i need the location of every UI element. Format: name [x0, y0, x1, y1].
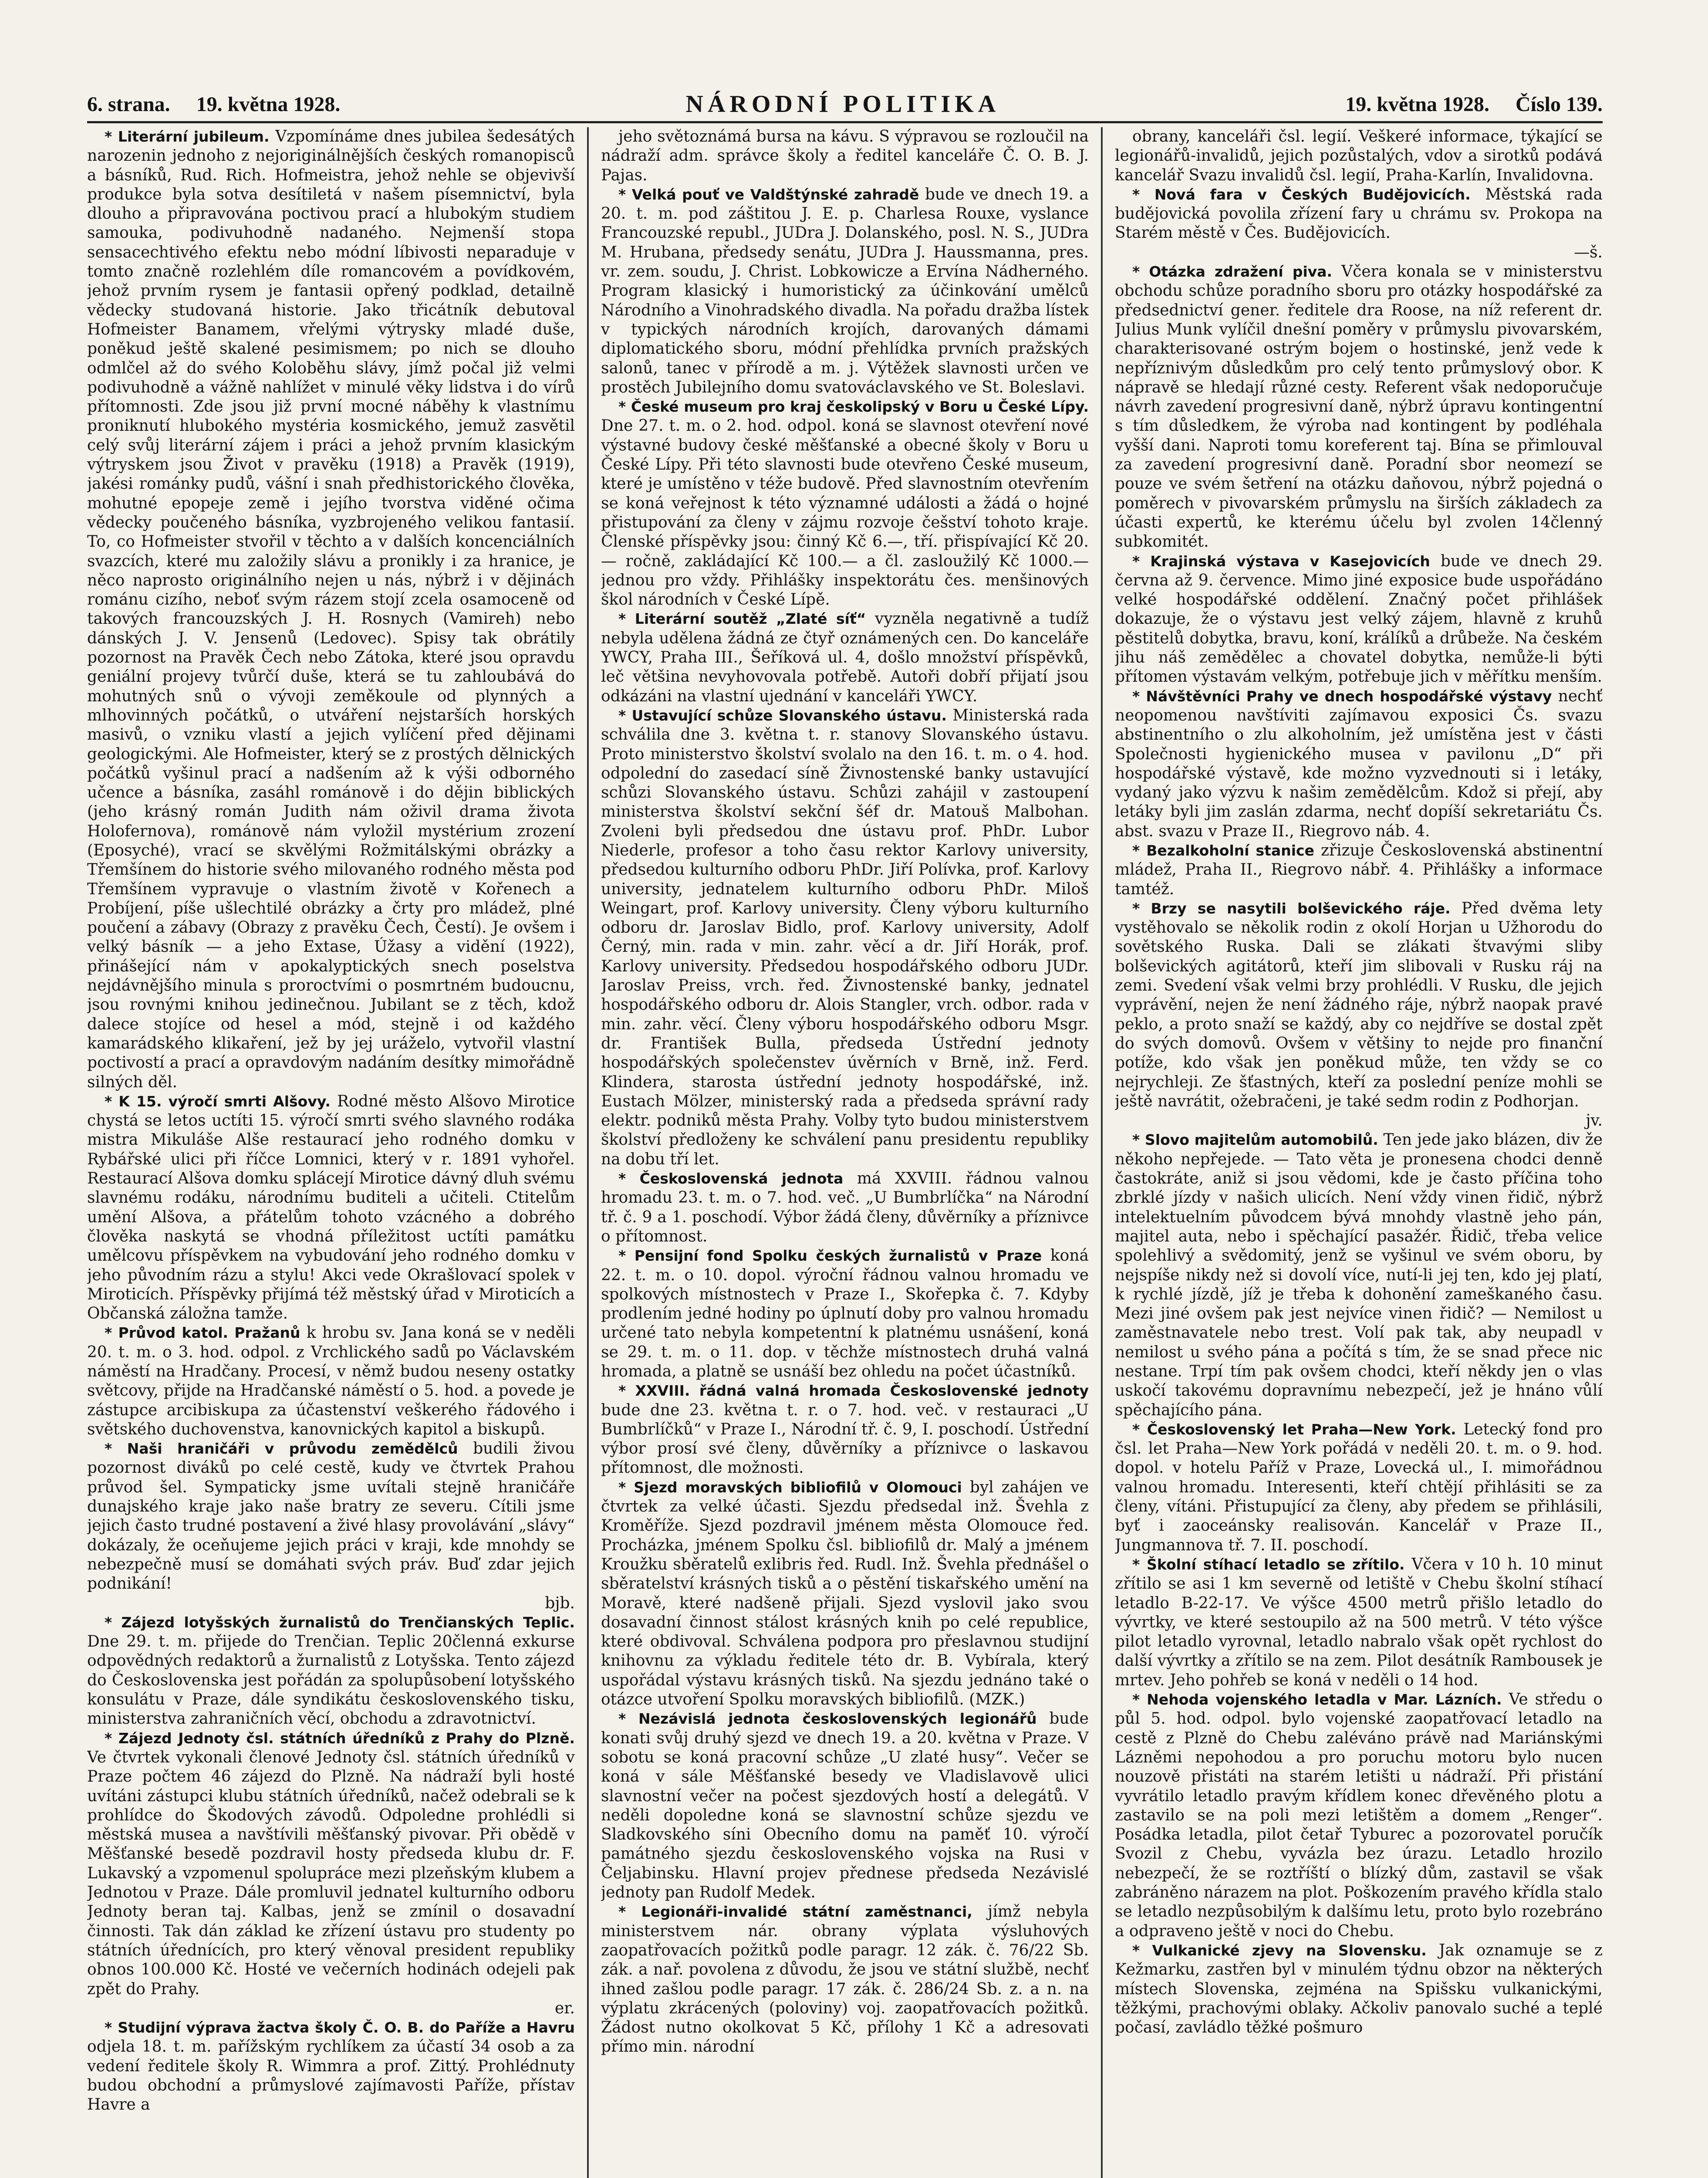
article	[601, 1246, 1089, 1381]
article	[1115, 1690, 1603, 1941]
article-headline: * Nezávislá jednota československých legionářů	[618, 1710, 1050, 1728]
article-signature: —š.	[1574, 243, 1603, 261]
article	[601, 706, 1089, 1169]
column-3	[1115, 127, 1603, 2178]
article-body: Jak oznamuje se z Kežmarku, zastřen byl v minulém týdnu obzor na některých místech Slovenska, zejména na Spišsku vulkanickými, těžkými, prachovými oblaky. Ačkoliv panovalo suché a teplé počasí, zavládlo těžké pošmuro	[1115, 1941, 1603, 2037]
article-body: byl zahájen ve čtvrtek za velké účasti. Sjezdu předsedal inž. Švehla z Kroměříže. Sjezd pozdravil jménem města Olomouce řed. Procházka, jménem Spolku čsl. bibliofilů dr. Malý a jménem Kroužku sběratelů exlibris řed. Rudl. Inž. Švehla přednášel o sběratelství krásných tisků a o pěstění tiskařského umění na Moravě, které nadšeně přijali. Sjezd vyslovil jako svou dosavadní činnost stálost krásných knih po celé republice, které obdivoval. Schválena podpora pro přeslavnou studijní knihovnu za výkladu ředitele této dr. B. Vybírala, který uspořádal výstavu krásných tisků. Na sjezdu jednáno také o otázce utvoření Spolku moravských bibliofilů. (MZK.)	[601, 1478, 1089, 1709]
article-body: má XXVIII. řádnou valnou hromadu 23. t. m. o 7. hod. več. „U Bumbrlíčka“ na Národní tř. č. 9 a 1. poschodí. Výbor žádá členy, důvěrníky a příznivce o přítomnost.	[601, 1170, 1089, 1245]
article-body: Dne 29. t. m. přijede do Trenčian. Teplic 20členná exkurse odpovědných redaktorů a žurnalistů z Lotyšska. Tento zájezd do Československa jest pořádán za spolupůsobení lotyšského konsulátu v Praze, dále syndikátu československého tisku, ministerstva zahraničních věcí, obchodu a zdravotnictví.	[87, 1633, 575, 1728]
article-headline: * Naši hraničáři v průvodu zemědělců	[105, 1440, 473, 1458]
article-headline: * Sjezd moravských bibliofilů v Olomouci	[618, 1478, 970, 1496]
article-headline: * Pensijní fond Spolku českých žurnalistů v Praze	[618, 1247, 1050, 1265]
article-body: Městská rada budějovická povolila zřízení fary u chrámu sv. Prokopa na Starém městě v Čes. Budějovicích.	[1115, 185, 1603, 242]
article-body: Ve čtvrtek vykonali členové Jednoty čsl. státních úředníků v Praze počtem 46 zájezd do Plzně. Na nádraží byli hosté uvítáni zástupci klubu státních úředníků, načež odebrali se k prohlídce do Škodových závodů. Odpoledne prohlédli si městská musea a navštívili měšťanský pivovar. Při obědě v Měšťanské besedě pozdravil hosty předseda klubu dr. F. Lukavský a vzpomenul spolupráce mezi plzeňským klubem a Jednotou v Praze. Dále promluvil jednatel kulturního odboru Jednoty beran taj. Kalbas, jenž se zmínil o dosavadní činnosti. Tak dán základ ke zřízení ústavu pro studenty po státních úřednících, pro který věnoval president republiky obnos 100.000 Kč. Hosté ve večerních hodinách odejeli pak zpět do Prahy.	[87, 1748, 575, 1998]
column-divider	[1101, 127, 1103, 2178]
article	[87, 1729, 575, 2018]
article	[1115, 899, 1603, 1131]
article-body: Ve středu o půl 5. hod. odpol. bylo vojenské zaopatřovací letadlo na cestě z Plzně do Chebu zaléváno právě nad Mariánskými Lázněmi nepohodou a pro poruchu motoru bylo nucen nouzově přistáti na starém letišti u nádraží. Při přistání vyvrátilo letadlo pravým křídlem konec dřevěného plotu a zastavilo se na poli mezi letištěm a domem „Renger“. Posádka letadla, pilot četař Tyburec a pozorovatel poručík Svozil z Chebu, vyvázla bez úrazu. Letadlo hrozilo nebezpečí, že se roztříští o blízký dům, zastavil se však zabráněno nárazem na plot. Poškozením pravého křídla stalo se letadlo nezpůsobilým k dalšímu letu, proto bylo rozebráno a odpraveno ještě v noci do Chebu.	[1115, 1691, 1603, 1940]
article-body: bude ve dnech 19. a 20. t. m. pod záštitou J. E. p. Charlesa Rouxe, vyslance Francouzské republ., JUDra J. Dolanského, posl. N. S., JUDra M. Hrubana, předsedy senátu, JUDra J. Haussmanna, pres. vr. zem. soudu, J. Christ. Lobkowicze a Ervína Nádherného. Program klasický i humoristický za účinkování umělců Národního a Vinohradského divadla. Na pořadu dražba lístek v typických národních krojích, darovaných dámami diplomatického sboru, módní přehlídka prvních pražských salonů, tanec v přírodě a m. j. Výtěžek slavnosti určen ve prostěch Jubilejního domu svatováclavského ve St. Boleslavi.	[601, 185, 1089, 396]
article-headline: * Literární jubileum.	[105, 128, 276, 145]
article-headline: * Zájezd Jednoty čsl. státních úředníků z Prahy do Plzně.	[105, 1729, 575, 1747]
article	[1115, 1941, 1603, 2037]
article	[1115, 1555, 1603, 1690]
issue-number: Číslo 139.	[1515, 92, 1603, 116]
article-headline: * Otázka zdražení piva.	[1132, 263, 1342, 281]
article	[601, 609, 1089, 706]
article	[601, 397, 1089, 609]
article-headline: * Bezalkoholní stanice	[1132, 842, 1321, 859]
article-headline: * Velká pouť ve Valdštýnské zahradě	[618, 186, 925, 203]
article-headline: * Vulkanické zjevy na Slovensku.	[1132, 1941, 1439, 1959]
newspaper-title: NÁRODNÍ POLITIKA	[685, 91, 1000, 118]
article-headline: * Legionáři-invalidé státní zaměstnanci,	[618, 1903, 988, 1921]
article-body: Letecký fond pro čsl. let Praha—New York pořádá v neděli 20. t. m. o 9. hod. dopol. v hotelu Paříž v Praze, Lovecká ul., I. mimořádnou valnou hromadu. Interesenti, kteří chtějí přihlásiti se za členy, vítáni. Přistupující za členy, aby předem se přihlásili, byť i zaoceánsky realisován. Kancelář v Praze II., Jungmannova tř. 7. II. poschodí.	[1115, 1420, 1603, 1554]
page-number: 6. strana.	[87, 92, 170, 116]
article-headline: * Návštěvníci Prahy ve dnech hospodářské výstavy	[1132, 687, 1558, 705]
article-headline: * Krajinská výstava v Kasejovicích	[1132, 552, 1441, 570]
article-body: bude konati svůj druhý sjezd ve dnech 19. a 20. května v Praze. V sobotu se koná pracovní schůze „U zlaté husy“. Večer se koná v sále Měšťanské besedy ve Vladislavově ulici slavnostní večer na počest sjezdových hostí a delegátů. V neděli dopoledne koná se slavnostní schůze sjezdu ve Sladkovského síni Obecního domu na paměť 10. výročí památného sjezdu československého vojska na Rusi v Čeljabinsku. Hlavní projev přednese předseda Nezávislé jednoty pan Rudolf Medek.	[601, 1710, 1089, 1902]
article-headline: * Nehoda vojenského letadla v Mar. Lázních.	[1132, 1691, 1509, 1708]
date-right: 19. května 1928.	[1345, 92, 1489, 116]
article	[601, 1169, 1089, 1246]
article	[87, 127, 575, 1092]
article-headline: * Brzy se nasytili bolševického ráje.	[1132, 900, 1462, 917]
article-headline: * Školní stíhací letadlo se zřítilo.	[1132, 1556, 1412, 1573]
article-headline: * Československý let Praha—New York.	[1132, 1420, 1464, 1438]
article-body: bude ve dnech 29. června až 9. července. Mimo jiné exposice bude uspořádáno velké hospodářské oddělení. Značný počet přihlášek dokazuje, že o výstavu jest velký zájem, hlavně z kruhů pěstitelů dobytka, bravu, koní, králíků a drůbeže. Na českém jihu náš zemědělec a chovatel dobytka, nemůže-li býti přítomen výstavám velkým, potřebuje jich v měřítku menším.	[1115, 552, 1603, 686]
article-body: Vzpomínáme dnes jubilea šedesátých narozenin jednoho z nejoriginálnějších českých romanopisců a básníků, Rud. Rich. Hofmeistra, jehož nehle se objevivší produkce byla sotva desítiletá v našem písemnictví, byla dlouho a připravována poctivou prací a hlubokým studiem samouka, podivuhodně nadaného. Nejmenší stopa sensacechtivého efektu nebo módní líbivosti neparaduje v tomto značně rozlehlém díle romancovém a povídkovém, jehož prvním rysem je fantasii opřený podklad, detailně vědecky studovaná historie. Jako třicátník debutoval Hofmeister Banamem, vřelými výtrysky mladé duše, poněkud ještě skalené pesimismem; po nich se dlouho odmlčel až do svého Koloběhu slávy, jímž počal již velmi podivuhodně a vážně nahlížet v minulé věky lidstva i do vírů přítomnosti. Zde jsou již první mocné náběhy k vlastnímu proniknutí hlubokého mystéria kosmického, jemuž zasvětil celý svůj literární zájem i práci a jehož prvním klasickým výtryskem jsou Život v pravěku (1918) a Pravěk (1919), jakési románky pudů, vášní i snah předhistorického člověka, mohutné epopeje země i jejího tvorstva viděné očima vědecky poučeného básníka, vyzbrojeného velikou fantasií. To, co Hofmeister stvořil v těchto a v dalších koncenciálních svazcích, které mu založily slávu a pronikly i za hranice, je něco naprosto originálního nejen u nás, nýbrž i v dějinách románu cizího, neboť svým rázem stojí zcela osamoceně od takových francouzských J. H. Rosnych (Vamireh) nebo dánských J. V. Jensenů (Ledovec). Spisy tak obrátily pozornost na Pravěk Čech nebo Zátoka, které jsou opravdu geniální projevy tvůrčí duše, která se tu zahloubává do mohutných snů o vývoji zeměkoule od plynných a mlhovinných počátků, o utváření nejstarších horských masivů, o vzniku vlastí a jejich vylíčení před dějinami geologickými. Ale Hofmeister, který se z prostých dělnických počátků vyšinul prací a nadšením až k výši odborného učence a básníka, zasáhl románově i do dějin biblických (jeho krásný román Judith nám oživil drama života Holofernova), románově nám vyložil mystérium zrození (Eposyché), vrací se skvělými Rožmitálskými obrázky a Třemšínem do historie svého milovaného rodného města pod Třemšínem vypravuje o vlastním životě v Kořenech a Probíjení, píše ušlechtilé obrázky a črty pro mládež, plné poučení a zábavy (Obrazy z pravěku Čech, Čestí). Je ovšem i velký básník — a jeho Extase, Úžasy a vidění (1922), přinášející nám v apokalyptických snech poselstva nejdávnějšího minula s proroctvími o posmrtném budoucnu, jsou rovnými knihou jedinečnou. Jubilant se z těch, kdož dalece stojíce od hesel a mód, stejně i od každého kamarádského klikaření, jež by jej uráželo, vytvořil vlastní poctivostí a prací a opravdovým nadáním desítky mimořádně silných děl.	[87, 128, 575, 1091]
article-headline: * Studijní výprava žactva školy Č. O. B. do Paříže a Havru	[105, 2019, 575, 2036]
article	[1115, 127, 1603, 185]
article-body: Včera v 10 h. 10 minut zřítilo se asi 1 km severně od letiště v Chebu školní stíhací letadlo B-22-17. Ve výšce 4500 metrů přišlo letadlo do vývrtky, ve které sestoupilo až na 500 metrů. V této výšce pilot letadlo vyrovnal, letadlo nabralo však opět rychlost do další vývrtky a zřítilo se na zem. Pilot desátník Rambousek je mrtev. Jeho pohřeb se koná v neděli o 14 hod.	[1115, 1555, 1603, 1689]
article-signature: jv.	[1586, 1112, 1603, 1130]
newspaper-page	[87, 87, 1603, 2178]
article	[87, 2018, 575, 2114]
masthead	[87, 87, 1603, 123]
article	[601, 1381, 1089, 1478]
article	[601, 127, 1089, 185]
article-headline: * Průvod katol. Pražanů	[105, 1324, 307, 1342]
article	[1115, 687, 1603, 841]
article-body: Ministerská rada schválila dne 3. května t. r. stanovy Slovanského ústavu. Proto ministerstvo školství svolalo na den 16. t. m. o 4. hod. odpolední do zasedací síně Živnostenské banky ustavující schůzi Slovanského ústavu. Schůzi zahájil v zastoupení ministerstva školství sekční šéf dr. Matouš Malbohan. Zvoleni byli předsedou dne ústavu prof. PhDr. Lubor Niederle, profesor a toho času rektor Karlovy university, předsedou kulturního odboru PhDr. Jiří Polívka, prof. Karlovy university, jednatelem kulturního odboru PhDr. Miloš Weingart, prof. Karlovy university. Členy výboru kulturního odboru dr. Jaroslav Bidlo, prof. Karlovy university, Adolf Černý, min. rada v min. zahr. věcí a dr. Jiří Horák, prof. Karlovy university. Předsedou hospodářského odboru JUDr. Jaroslav Preiss, vrch. řed. Živnostenské banky, jednatel hospodářského odboru dr. Alois Stangler, vrch. odbor. rada v min. zahr. věcí. Členy výboru hospodářského odboru Msgr. dr. František Bulla, předseda Ústřední jednoty hospodářských společenstev úvěrních v Brně, inž. Ferd. Klindera, starosta ústřední jednoty hospodářské, inž. Eustach Mölzer, ministerský rada a předseda správní rady elektr. podniků města Prahy. Volby tyto budou ministerstvem školství předloženy ke schválení panu presidentu republiky na dobu tří let.	[601, 706, 1089, 1168]
article-headline: * Zájezd lotyšských žurnalistů do Trenčianských Teplic.	[105, 1613, 575, 1631]
article-body: Dne 27. t. m. o 2. hod. odpol. koná se slavnost otevření nové výstavné budovy české měšťanské a obecné školy v Boru u České Lípy. Při této slavnosti bude otevřeno České museum, které je umístěno v téže budově. Před slavnostním otevřením se koná veřejnost k této významné události a žádá o hojné přistupování za členy v zájmu rozvoje češství tohoto kraje. Členské příspěvky jsou: činný Kč 6.—, tří. přispívající Kč 20.— ročně, zakládající Kč 100.— a čl. zasloužilý Kč 1000.— jednou pro vždy. Přihlášky inspektorátu čes. menšinových škol národních v České Lípě.	[601, 417, 1089, 609]
article-body: odjela 18. t. m. pařížským rychlíkem za účastí 34 osob a za vedení ředitele školy R. Wimmra a prof. Zittý. Prohlédnuty budou obchodní a průmyslové zajímavosti Paříže, přístav Havre a	[87, 2038, 575, 2114]
article-body: k hrobu sv. Jana koná se v neděli 20. t. m. o 3. hod. odpol. z Vrchlického sadů po Václavském náměstí na Hradčany. Procesí, v němž budou neseny ostatky světcovy, přijde na Hradčanské náměstí o 5. hod. a povede je zástupce arcibiskupa za účastenství veškerého řádového i světského duchovenstva, kanovnických kapitol a biskupů.	[87, 1324, 575, 1438]
column-1	[87, 127, 575, 2178]
article-headline: * České museum pro kraj českolipský v Boru u České Lípy.	[618, 398, 1089, 416]
article-body: Ten jede jako blázen, div že někoho nepřejede. — Tato věta je pronesena chodci denně častokráte, aniž si jsou vědomi, kde je často příčina toho zbrklé jízdy v našich ulicích. Není vždy vinen řidič, nýbrž intelektuelním původcem bývá mnohdy vlastně jeho pán, majitel auta, nebo i spěchající pasažér. Řidič, třeba velice spolehlivý a svědomitý, jenž se vyšinul ve svém oboru, by nejspíše nikdy než si dovolí více, nutí-li jej ten, kdo jej platí, k rychlé jízdě, jíž je třeba k dohonění zameškaného času. Mezi jiné ovšem pak jest nejvíce vinen řidič? — Nemilost u zaměstnavatele nebo trest. Volí pak tak, aby neupadl v nemilost u svého pána a počítá s tím, že se snad přece nic nestane. Trpí tím pak ovšem chodci, kteří někdy jen o vlas uskočí takovému dopravnímu nebezpečí, jež je hnáno vůlí spěchajícího pána.	[1115, 1131, 1603, 1419]
column-2	[601, 127, 1089, 2178]
article-headline: * Československá jednota	[618, 1170, 857, 1187]
article	[1115, 262, 1603, 551]
article	[601, 185, 1089, 397]
date-left: 19. května 1928.	[196, 92, 341, 116]
masthead-right	[1345, 92, 1603, 116]
article	[601, 1902, 1089, 2056]
article-body: nechť neopomenou navštíviti zajímavou exposici Čs. svazu abstinentního o zlu alkoholním, jež umístěna jest v části Společnosti hygienického musea v pavilonu „D“ při hospodářské výstavě, kde možno vyzvednouti si i letáky, vydaný jako výzvu k našim zemědělcům. Kdož si přejí, aby letáky byli jim zaslán zdarma, nechť dopíší sekretariátu Čs. abst. svazu v Praze II., Riegrovo náb. 4.	[1115, 687, 1603, 840]
article	[1115, 552, 1603, 687]
article-body: Včera konala se v ministerstvu obchodu schůze poradního sboru pro otázky hospodářské za předsednictví gener. ředitele dra Roose, na níž referent dr. Julius Munk vylíčil dnešní poměry v průmyslu pivovarském, charakterisované ostrým bojem o hostinské, jenž vede k nepříznivým důsledkům pro celý tento průmyslový obor. K nápravě se hledají různé cesty. Referent však nedoporučuje návrh zavedení progresivní daně, nýbrž úpravu kontingentní s tím důsledkem, že výroba nad kontingent by podléhala vyšší dani. Naproti tomu koreferent taj. Bína se přimlouval za zavedení progresivní daně. Poradní sbor neomezí se pouze ve svém šetření na otázku daňovou, nýbrž pojedná o poměrech v pivovarském průmyslu na širších základech za účasti expertů, ke kterému účelu byl zvolen 14členný subkomitét.	[1115, 263, 1603, 551]
article-body: zřizuje Československá abstinentní mládež, Praha II., Riegrovo nábř. 4. Přihlášky a informace tamtéž.	[1115, 841, 1603, 898]
column-divider	[587, 127, 589, 2178]
article-body: Před dvěma lety vystěhovalo se několik rodin z okolí Horjan u Užhorodu do sovětského Ruska. Dali se zlákati štvavými sliby bolševických agitátorů, kteří jim slibovali v Rusku ráj na zemi. Svedení však velmi brzy prohlédli. V Rusku, dle jejich vyprávění, nejen že není žádného ráje, nýbrž naopak pravé peklo, a proto snaží se každý, aby co nejdříve se dostal zpět do svých domovů. Ovšem v většiny to nejde pro finanční potíže, kdo však jen poněkud může, ten vždy se co nejrychleji. Ze šťastných, kteří za poslední peníze mohli se ještě navrátit, ožebračeni, je také sedm rodin z Podhorjan.	[1115, 899, 1603, 1110]
article	[87, 1092, 575, 1324]
article	[1115, 1420, 1603, 1555]
article	[601, 1709, 1089, 1902]
article-headline: * Literární soutěž „Zlaté síť“	[618, 610, 875, 628]
article	[87, 1323, 575, 1439]
article-body: budili živou pozornost diváků po celé cestě, kudy ve čtvrtek Prahou průvod šel. Sympaticky jsme uvítali stejně hraničáře dunajského kraje jako naše bratry ze severu. Cítili jsme jejich často trudné postavení a živé hlasy provolávání „slávy“ dokázaly, že oceňujeme jejich práci v kraji, kde mnohdy se nebezpečně musí se domáhati svých práv. Buď zdar jejich podnikání!	[87, 1440, 575, 1593]
article-body: Rodné město Alšovo Mirotice chystá se letos uctíti 15. výročí smrti svého slavného rodáka mistra Mikuláše Alše restaurací jeho rodného domku v Rybářské ulici při říčce Lomnici, který v r. 1891 vyhořel. Restaurací Alšova domku splácejí Mirotice dávný dluh svému slavnému rodáku, národnímu buditeli a učiteli. Ctitelům umění Alšova, a přátelům tohoto vzácného a dobrého člověka naskytá se vhodná příležitost uctíti památku umělcovu příspěvkem na vybudování jeho rodného domku v jeho původním rázu a stylu! Akci vede Okrašlovací spolek v Miroticích. Příspěvky přijímá též městský úřad v Miroticích a Občanská záložna tamže.	[87, 1092, 575, 1323]
article	[1115, 841, 1603, 899]
article	[601, 1478, 1089, 1710]
article-body: jímž nebyla ministerstvem nár. obrany výplata výsluhových zaopatřovacích požitků podle paragr. 12 zák. č. 76/22 Sb. zák. a nař. povolena z důvodu, že jsou ve státní službě, nechť ihned zašlou podle paragr. 17 zák. č. 286/24 Sb. z. a n. na výplatu zkrácených (poloviny) voj. zaopatřovacích požitků. Žádost nutno okolkovat 5 Kč, přílohy 1 Kč a adresovati přímo min. národní	[601, 1903, 1089, 2056]
article	[87, 1439, 575, 1613]
article	[1115, 185, 1603, 262]
article-body: vyzněla negativně a tudíž nebyla udělena žádná ze čtyř oznámených cen. Do kanceláře YWCY, Praha III., Šeříková ul. 4, došlo množství příspěvků, leč většina nevyhovovala potřebě. Autoři dobří přijatí jsou odkázáni na vlastní ujednání v kanceláři YWCY.	[601, 610, 1089, 705]
article	[87, 1613, 575, 1729]
masthead-left	[87, 92, 340, 116]
article-headline: * K 15. výročí smrti Alšovy.	[105, 1092, 337, 1110]
article-body: jeho světoznámá bursa na kávu. S výpravou se rozloučil na nádraží adm. správce školy a ředitel kanceláře Č. O. B. J. Pajas.	[601, 128, 1089, 184]
article-body: koná 22. t. m. o 10. dopol. výroční řádnou valnou hromadu ve spolkových místnostech v Praze I., Skořepka č. 7. Kdyby prodlením jedné hodiny po úplnutí doby pro valnou hromadu určené tato nebyla kompetentní k platnému usnášení, koná se 29. t. m. o 11. dop. v těchže místnostech druhá valná hromada, a platně se usnáší bez ohledu na počet účastníků.	[601, 1247, 1089, 1380]
article-headline: * Slovo majitelům automobilů.	[1132, 1131, 1384, 1149]
article-headline: * Ustavující schůze Slovanského ústavu.	[618, 707, 953, 724]
article-signature: er.	[554, 1999, 575, 2017]
article-signature: bjb.	[545, 1594, 575, 1612]
article	[1115, 1130, 1603, 1420]
article-body: obrany, kanceláři čsl. legií. Veškeré informace, týkající se legionářů-invalidů, jejich pozůstalých, vdov a sirotků podává kancelář Svazu invalidů čsl. legií, Praha-Karlín, Invalidovna.	[1115, 128, 1603, 184]
article-headline: * XXVIII. řádná valná hromada Československé jednoty	[618, 1382, 1089, 1400]
article-body: bude dne 23. května t. r. o 7. hod. več. v restauraci „U Bumbrlíčků“ v Praze I., Národní tř. č. 9, I. poschodí. Ústřední výbor prosí své členy, důvěrníky a příznivce o laskavou přítomnost, dle možnosti.	[601, 1401, 1089, 1477]
article-headline: * Nová fara v Českých Budějovicích.	[1132, 186, 1485, 203]
